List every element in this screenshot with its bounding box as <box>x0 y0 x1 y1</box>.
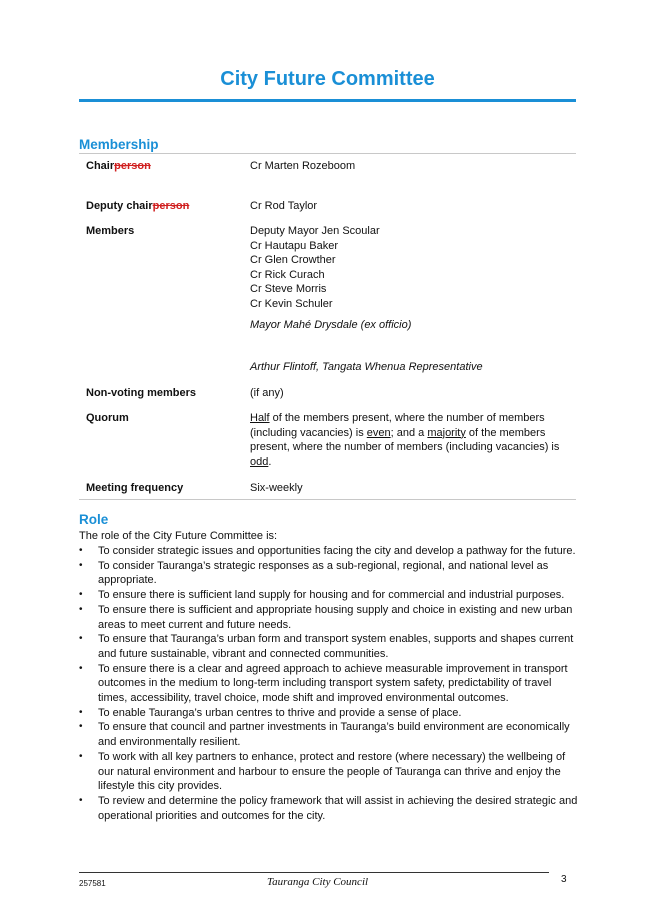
footer-rule <box>79 872 549 873</box>
member-name: Deputy Mayor Jen Scoular <box>250 225 380 237</box>
quorum-text: present, where the number of members (including vacancies) is <box>250 441 560 454</box>
bullet-icon: • <box>79 545 83 556</box>
bullet-icon: • <box>79 603 83 615</box>
footer-doc-number: 257581 <box>79 879 106 888</box>
bullet-icon: • <box>79 706 83 718</box>
role-item-text: To ensure there is sufficient land supply for housing and for commercial and industrial purposes. <box>98 589 565 602</box>
chair-label <box>86 159 151 174</box>
role-item-text: To ensure that council and partner investments in Tauranga’s build environment are economically and environmentally resilient. <box>98 721 570 749</box>
quorum-text: of the members present, where the number of members <box>269 412 545 424</box>
non-voting-label: Non-voting members <box>86 387 197 399</box>
role-list-item <box>79 632 579 661</box>
quorum-label: Quorum <box>86 412 129 424</box>
role-list-item <box>79 603 579 632</box>
members-label: Members <box>86 225 135 237</box>
bullet-icon: • <box>79 589 83 601</box>
role-list-item <box>79 706 579 721</box>
title-rule <box>79 99 576 102</box>
bullet-icon: • <box>79 750 83 762</box>
role-list <box>79 544 579 823</box>
meeting-frequency-value: Six-weekly <box>250 482 303 494</box>
quorum-text: (including vacancies) is <box>250 426 367 439</box>
quorum-even: even <box>366 426 391 439</box>
role-item-text: To ensure there is a clear and agreed approach to achieve measurable improvement in transport outcomes in the medium to long-term including transport system safety, predictability of travel times, accessibility, travel choice, mode shift and improved environmental outcomes. <box>98 662 568 705</box>
table-bottom-rule <box>79 499 576 500</box>
deputy-chair-value: Cr Rod Taylor <box>250 200 318 212</box>
role-list-item <box>79 794 579 823</box>
page-number: 3 <box>561 874 567 885</box>
quorum-value <box>250 411 568 469</box>
member-tangata-whenua: Arthur Flintoff, Tangata Whenua Representative <box>250 361 483 373</box>
role-item-text: To work with all key partners to enhance, protect and restore (where necessary) the wellbeing of our natural environment and harbour to ensure the people of Tauranga can thrive and enjoy the lifestyle this city provides. <box>98 750 566 793</box>
member-name: Cr Hautapu Baker <box>250 239 339 252</box>
member-name: Cr Kevin Schuler <box>250 297 333 310</box>
members-list <box>250 224 568 312</box>
role-list-item <box>79 544 579 559</box>
role-item-text: To ensure there is sufficient and appropriate housing supply and choice in existing and new urban areas to meet current and future needs. <box>98 603 573 631</box>
bullet-icon: • <box>79 794 83 806</box>
role-item-text: To review and determine the policy framework that will assist in achieving the desired strategic and operational priorities and outcomes for the city. <box>98 794 578 822</box>
deputy-chair-label-struck: person <box>152 200 190 212</box>
role-list-item <box>79 720 579 749</box>
role-heading: Role <box>79 512 109 527</box>
quorum-half: Half <box>250 412 270 424</box>
role-intro: The role of the City Future Committee is: <box>79 530 278 542</box>
non-voting-value: (if any) <box>250 387 284 399</box>
role-item-text: To consider strategic issues and opportunities facing the city and develop a pathway for the future. <box>98 545 576 557</box>
page-title: City Future Committee <box>220 68 435 90</box>
quorum-text: of the members <box>465 426 546 439</box>
role-list-item <box>79 662 579 706</box>
quorum-majority: majority <box>427 426 466 439</box>
membership-rule <box>79 153 576 154</box>
bullet-icon: • <box>79 559 83 571</box>
chair-label-struck: person <box>114 160 151 172</box>
quorum-odd: odd <box>250 455 269 468</box>
role-list-item <box>79 559 579 588</box>
meeting-frequency-label: Meeting frequency <box>86 482 184 494</box>
chair-label-text: Chair <box>86 160 115 172</box>
role-item-text: To ensure that Tauranga’s urban form and transport system enables, supports and shapes current and future sustainable, vibrant and connected communities. <box>98 633 574 660</box>
member-name: Cr Steve Morris <box>250 283 327 296</box>
role-list-item <box>79 750 579 794</box>
deputy-chair-label <box>86 199 189 214</box>
bullet-icon: • <box>79 721 83 733</box>
member-name: Cr Rick Curach <box>250 268 325 281</box>
quorum-text: . <box>268 455 272 468</box>
role-list-item <box>79 588 579 603</box>
chair-value: Cr Marten Rozeboom <box>250 160 356 172</box>
bullet-icon: • <box>79 662 83 674</box>
role-item-text: To enable Tauranga’s urban centres to thrive and provide a sense of place. <box>98 706 462 719</box>
quorum-text: ; and a <box>390 426 428 439</box>
footer-council-name: Tauranga City Council <box>267 876 369 888</box>
deputy-chair-label-text: Deputy chair <box>86 200 153 212</box>
member-ex-officio: Mayor Mahé Drysdale (ex officio) <box>250 319 412 331</box>
membership-heading: Membership <box>79 137 159 152</box>
bullet-icon: • <box>79 633 83 645</box>
member-name: Cr Glen Crowther <box>250 254 336 267</box>
role-item-text: To consider Tauranga’s strategic responses as a sub-regional, regional, and national level as appropriate. <box>98 559 549 587</box>
